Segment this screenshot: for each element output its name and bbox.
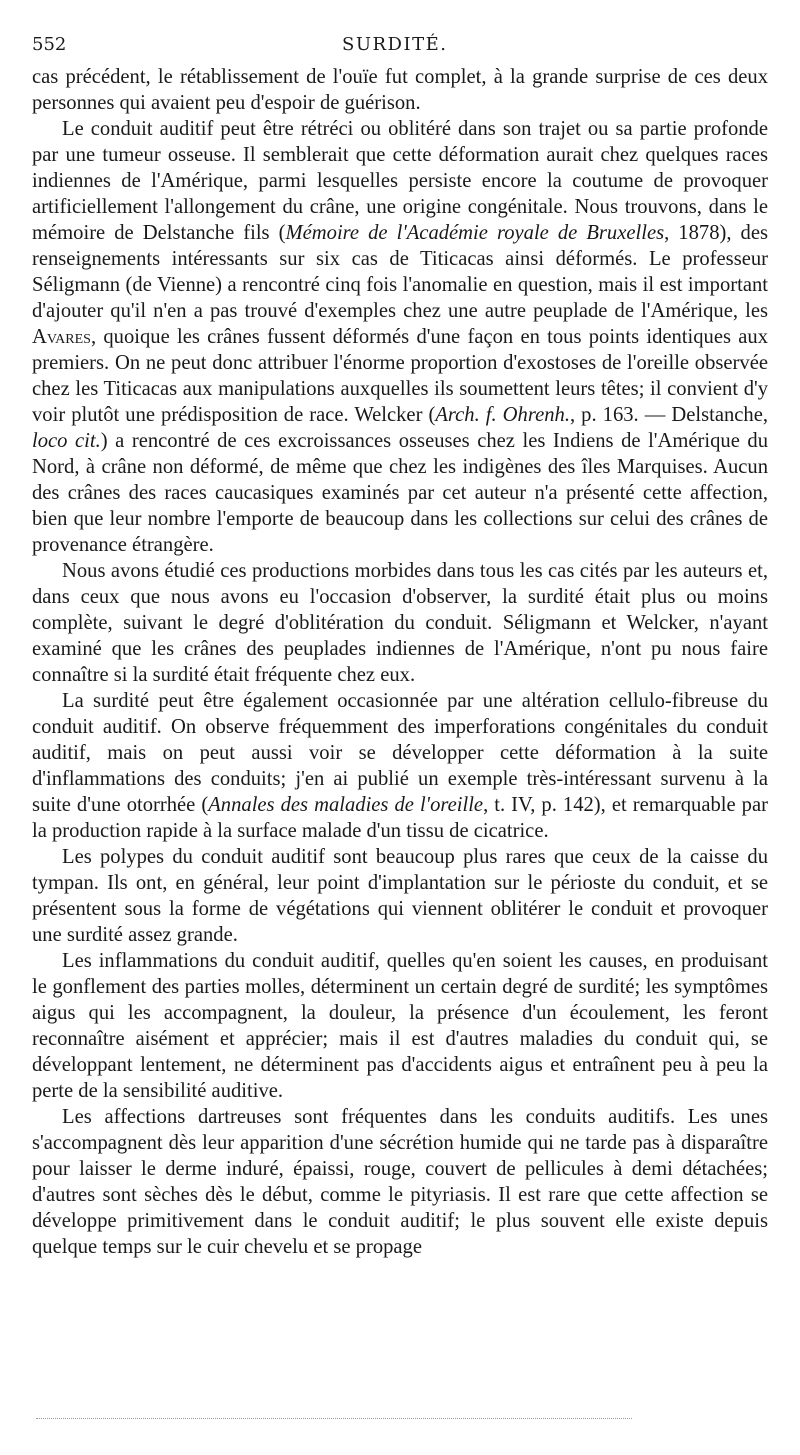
text-segment: , 1878), des renseignements intéressants sur six cas de Titicacas ainsi déformés. Le professeur Séligmann (de Vienne) a rencontré cinq fois l'anomalie en question, mais il est important d'ajouter qu'il n'en a pas trouvé d'exemples chez une autre peuplade de l'Amérique, les — [32, 222, 768, 322]
text-segment: , t. IV, p. 142), et remarquable par la production rapide à la surface malade d'un tissu de cicatrice. — [32, 794, 768, 842]
paragraph — [32, 948, 768, 1104]
paragraph — [32, 844, 768, 948]
text-segment: cas précédent, le rétablissement de l'ouïe fut complet, à la grande surprise de ces deux personnes qui avaient peu d'espoir de guérison. — [32, 66, 768, 114]
text-segment: , p. 163. — Delstanche, — [569, 404, 768, 426]
text-segment: Annales des maladies de l'oreille — [208, 794, 484, 816]
text-segment: Nous avons étudié ces productions morbides dans tous les cas cités par les auteurs et, dans ceux que nous avons eu l'occasion d'observer, la surdité était plus ou moins complète, suivant le degré d'oblitération du conduit. Séligmann et Welcker, n'ayant examiné que les crânes des peuplades indiennes de l'Amérique, n'ont pu nous faire connaître si la surdité était fréquente chez eux. — [32, 560, 768, 686]
text-segment: Les affections dartreuses sont fréquentes dans les conduits auditifs. Les unes s'accompagnent dès leur apparition d'une sécrétion humide qui ne tarde pas à disparaître pour laisser le derme induré, épaissi, rouge, couvert de pellicules à demi détachées; d'autres sont sèches dès le début, comme le pityriasis. Il est rare que cette affection se développe primitivement dans le conduit auditif; le plus souvent elle existe depuis quelque temps sur le cuir chevelu et se propage — [32, 1106, 768, 1258]
text-segment: Les polypes du conduit auditif sont beaucoup plus rares que ceux de la caisse du tympan. Ils ont, en général, leur point d'implantation sur le périoste du conduit, et se présentent sous la forme de végétations qui viennent oblitérer le conduit et provoquer une surdité assez grande. — [32, 846, 768, 946]
paragraph — [32, 116, 768, 558]
paragraph — [32, 64, 768, 116]
paragraph — [32, 688, 768, 844]
text-segment: Arch. f. Ohrenh. — [435, 404, 570, 426]
running-head: SURDITÉ. — [342, 34, 448, 55]
page-number: 552 — [32, 34, 67, 55]
paragraph — [32, 558, 768, 688]
text-segment: Avares — [32, 326, 91, 348]
page — [32, 28, 768, 1260]
text-segment: , quoique les crânes fussent déformés d'une façon en tous points identiques aux premiers. On ne peut donc attribuer l'énorme proportion d'exostoses de l'oreille observée chez les Titicacas aux manipulations auxquelles ils soumettent leurs têtes; il convient d'y voir plutôt une prédisposition de race. Welcker ( — [32, 326, 768, 426]
text-segment: Mémoire de l'Académie royale de Bruxelles — [285, 222, 665, 244]
text-segment: ) a rencontré de ces excroissances osseuses chez les Indiens de l'Amérique du Nord, à crâne non déformé, de même que chez les indigènes des îles Marquises. Aucun des crânes des races caucasiques examinés par cet auteur n'a présenté cette affection, bien que leur nombre l'emporte de beaucoup dans les collections sur celui des crânes de provenance étrangère. — [32, 430, 769, 556]
text-segment: La surdité peut être également occasionnée par une altération cellulo-fibreuse du conduit auditif. On observe fréquemment des imperforations congénitales du conduit auditif, mais on peut aussi voir se développer cette déformation à la suite d'inflammations des conduits; j'en ai publié un exemple très-intéressant survenu à la suite d'une otorrhée ( — [32, 690, 768, 816]
footer-rule — [36, 1418, 632, 1419]
text-segment: Les inflammations du conduit auditif, quelles qu'en soient les causes, en produisant le gonflement des parties molles, déterminent un certain degré de surdité; les symptômes aigus qui les accompagnent, la douleur, la présence d'un écoulement, les feront reconnaître aisément et apprécier; mais il est d'autres maladies du conduit qui, se développant lentement, ne déterminent pas d'accidents aigus et entraînent peu à peu la perte de la sensibilité auditive. — [32, 950, 768, 1102]
text-segment: Le conduit auditif peut être rétréci ou oblitéré dans son trajet ou sa partie profonde par une tumeur osseuse. Il semblerait que cette déformation aurait chez quelques races indiennes de l'Amérique, parmi lesquelles persiste encore la coutume de provoquer artificiellement l'allongement du crâne, une origine congénitale. Nous trouvons, dans le mémoire de Delstanche fils ( — [32, 118, 768, 244]
text-segment: loco cit. — [32, 430, 101, 452]
paragraph — [32, 1104, 768, 1260]
page-header — [32, 28, 768, 64]
body-text — [32, 64, 768, 1260]
